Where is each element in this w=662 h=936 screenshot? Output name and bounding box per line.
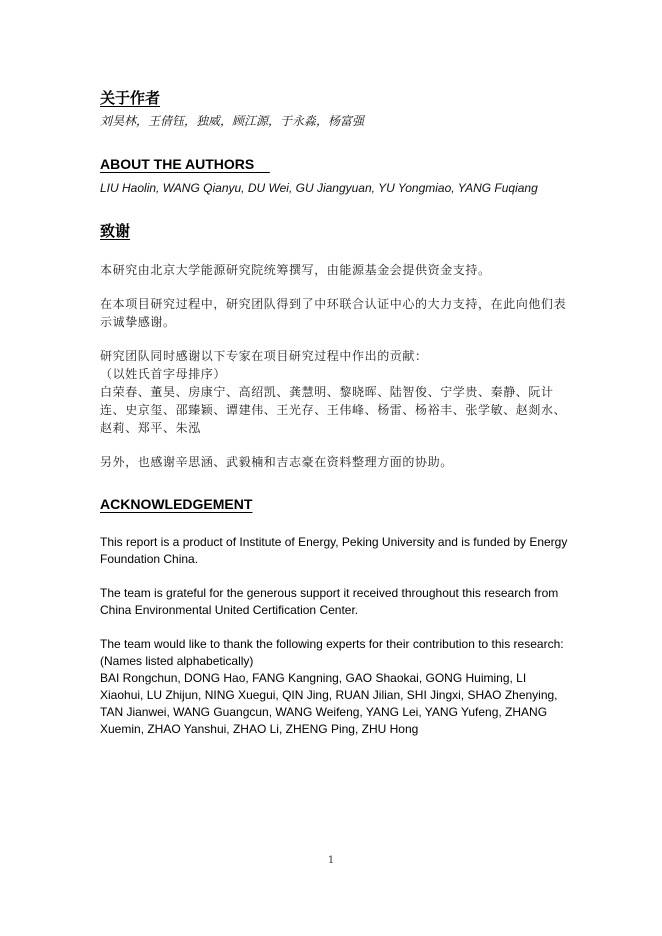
page-content [100, 88, 570, 738]
ack-cn-paragraph-1: 本研究由北京大学能源研究院统筹撰写，由能源基金会提供资金支持。 [100, 263, 491, 277]
ack-cn-experts-intro: 研究团队同时感谢以下专家在项目研究过程中作出的贡献： [100, 349, 428, 363]
authors-heading-en-text: ABOUT THE AUTHORS [100, 156, 255, 172]
ack-en-paragraph-1: This report is a product of Institute of Energy, Peking University and is funded by Energy Foundation China. [100, 535, 568, 566]
page-number: 1 [327, 855, 335, 866]
acknowledgement-heading-cn: 致谢 [100, 222, 131, 240]
ack-cn-experts-names: 白荣春、董昊、房康宁、高绍凯、龚慧明、黎晓晖、陆智俊、宁学贵、秦静、阮计连、史京玺、邵臻颖、谭建伟、王光存、王伟峰、杨雷、杨裕丰、张学敏、赵剡水、赵莉、郑平、朱泓 [100, 385, 567, 435]
ack-cn-paragraph-4: 另外，也感谢辛思涵、武毅楠和吉志豪在资料整理方面的协助。 [100, 455, 453, 469]
authors-heading-cn: 关于作者 [100, 89, 161, 107]
authors-names-cn: 刘昊林，王倩钰，独威，顾江源，于永淼，杨富强 [100, 114, 365, 128]
ack-en-experts-order: (Names listed alphabetically) [100, 654, 254, 668]
authors-names-en: LIU Haolin, WANG Qianyu, DU Wei, GU Jiangyuan, YU Yongmiao, YANG Fuqiang [100, 181, 538, 195]
ack-cn-experts-order: （以姓氏首字母排序） [100, 367, 227, 381]
ack-en-experts-names: BAI Rongchun, DONG Hao, FANG Kangning, GAO Shaokai, GONG Huiming, LI Xiaohui, LU Zhijun, NING Xuegui, QIN Jing, RUAN Jilian, SHI Jingxi, SHAO Zhenying, TAN Jianwei, WANG Guangcun, WANG Weifeng, YANG Lei, YANG Yufeng, ZHANG Xuemin, ZHAO Yanshui, ZHAO Li, ZHENG Ping, ZHU Hong [100, 671, 558, 736]
ack-en-paragraph-2: The team is grateful for the generous support it received throughout this research from China Environmental United Certification Center. [100, 586, 559, 617]
acknowledgement-heading-en: ACKNOWLEDGEMENT [100, 496, 253, 512]
authors-heading-en [100, 154, 570, 174]
ack-en-experts-block [100, 636, 570, 738]
ack-cn-experts-block [100, 347, 570, 437]
ack-cn-paragraph-2: 在本项目研究过程中，研究团队得到了中环联合认证中心的大力支持，在此向他们表示诚挚感谢。 [100, 297, 567, 329]
ack-en-experts-intro: The team would like to thank the following experts for their contribution to this research: [100, 637, 564, 651]
